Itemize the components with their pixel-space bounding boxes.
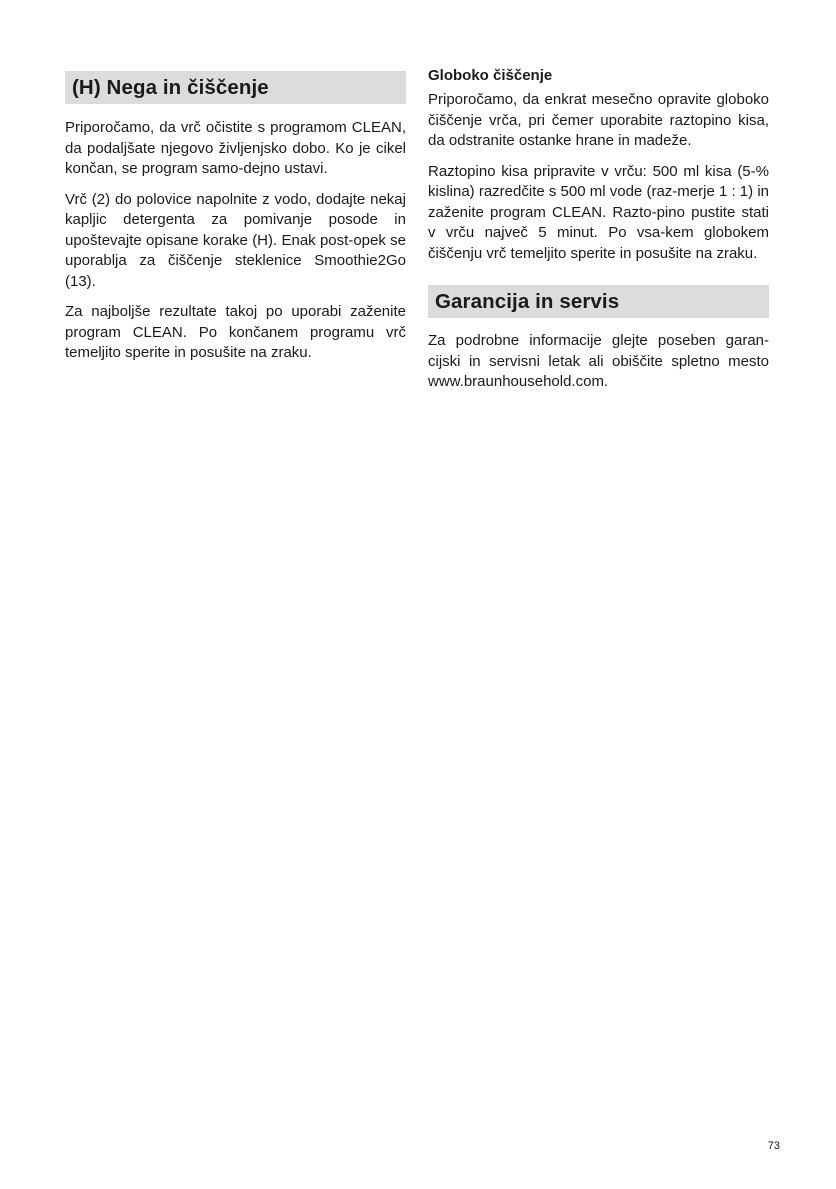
left-column (65, 0, 406, 374)
paragraph-deep-1: Priporočamo, da enkrat mesečno opravite globoko čiščenje vrča, pri čemer uporabite raztopino kisa, da odstranite ostanke hrane in madeže. (428, 91, 769, 149)
paragraph-care-2: Vrč (2) do polovice napolnite z vodo, dodajte nekaj kapljic detergenta za pomivanje posode in upoštevajte opisane korake (H). Enak post-opek se uporablja za čiščenje steklenice Smoothie2Go (13). (65, 190, 406, 290)
subheading-deep-cleaning: Globoko čiščenje (428, 67, 553, 84)
paragraph-warranty-1: Za podrobne informacije glejte poseben garan-cijski in servisni letak ali obiščite spletno mesto www.braunhousehold.com. (428, 332, 769, 390)
section-heading-care-cleaning: (H) Nega in čiščenje (65, 71, 406, 104)
paragraph-care-1: Priporočamo, da vrč očistite s programom CLEAN, da podaljšate njegovo življenjsko dobo. Ko je cikel končan, se program samo-dejno ustavi. (65, 119, 406, 177)
page-number: 73 (767, 1140, 780, 1152)
right-column (428, 0, 769, 403)
section-heading-warranty-service: Garancija in servis (428, 285, 769, 318)
paragraph-care-3: Za najboljše rezultate takoj po uporabi zaženite program CLEAN. Po končanem programu vrč temeljito sperite in posušite na zraku. (65, 303, 406, 361)
paragraph-deep-2: Raztopino kisa pripravite v vrču: 500 ml kisa (5-% kislina) razredčite s 500 ml vode (raz-merje 1 : 1) in zaženite program CLEAN. Razto-pino pustite stati v vrču največ 5 minut. Po vsa-kem globokem čiščenju vrč temeljito sperite in posušite na zraku. (428, 162, 769, 262)
